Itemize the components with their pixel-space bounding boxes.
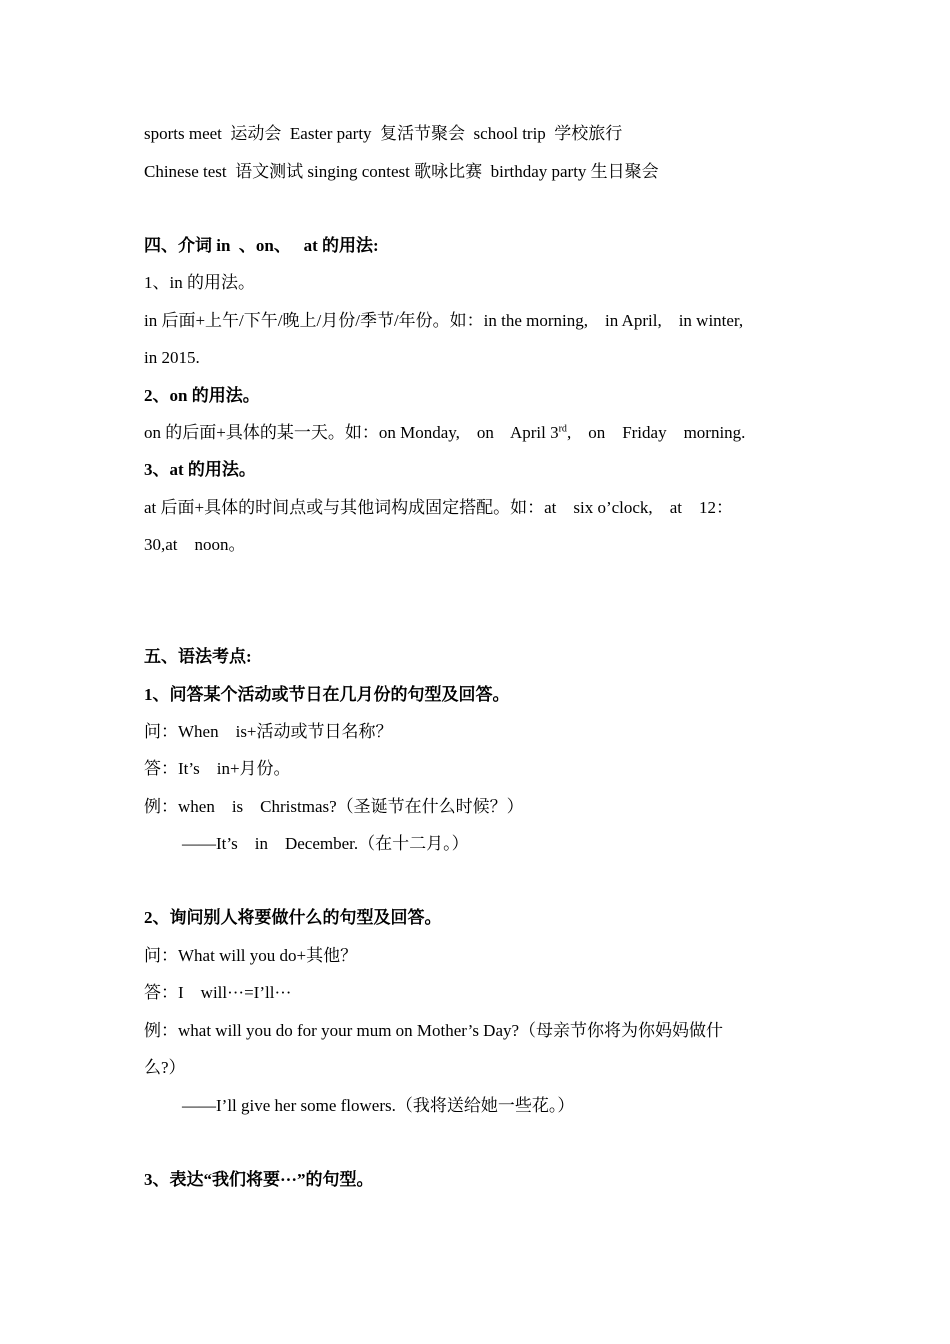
grammar-point-3-heading: 3、表达“我们将要···”的句型。 [144,1170,374,1189]
grammar-point-2-heading-text: 2、询问别人将要做什么的句型及回答。 [144,908,442,927]
example-1-answer: ——It’s in December.（在十二月。） [182,834,469,853]
section-four-heading: 四、介词 in 、on、 at 的用法: [144,236,379,255]
in-usage-text: in 后面+上午/下午/晚上/月份/季节/年份。如：in the morning, in April, in winter, [144,311,744,330]
at-usage-heading: 3、at 的用法。 [144,460,256,479]
question-pattern-1: 问：When is+活动或节日名称？ [144,722,393,741]
on-usage-text [144,422,745,444]
grammar-point-1-heading: 1、问答某个活动或节日在几月份的句型及回答。 [144,685,510,704]
example-1: 例：when is Christmas?（圣诞节在什么时候？） [144,797,524,816]
example-2: 例：what will you do for your mum on Mother’s Day?（母亲节你将为你妈妈做什 [144,1021,724,1040]
vocab-line-1: sports meet 运动会 Easter party 复活节聚会 school trip 学校旅行 [144,124,623,143]
example-2-answer: ——I’ll give her some flowers.（我将送给她一些花。） [182,1096,575,1115]
section-five-heading: 五、语法考点: [144,647,252,666]
in-usage-heading [144,272,255,294]
at-usage-text: at 后面+具体的时间点或与其他词构成固定搭配。如：at six o’clock, at 12： [144,498,733,517]
answer-pattern-2: 答：I will···=I’ll··· [144,983,292,1002]
in-usage-heading-text: 1、in 的用法。 [144,273,255,292]
ordinal-suffix: rd [558,423,567,435]
question-pattern-2: 问：What will you do+其他？ [144,946,358,965]
on-usage-heading: 2、on 的用法。 [144,386,260,405]
answer-pattern-1: 答：It’s in+月份。 [144,759,291,778]
on-usage-text-end: , on Friday morning. [566,423,746,442]
example-2-cont: 么?） [144,1058,186,1077]
vocab-line-2: Chinese test 语文测试 singing contest 歌咏比赛 birthday party 生日聚会 [144,162,659,181]
at-usage-text-cont: 30,at noon。 [144,535,246,554]
in-usage-text-cont: in 2015. [144,348,200,367]
grammar-point-2-heading [144,907,442,929]
on-usage-text-main: on 的后面+具体的某一天。如：on Monday, on April 3 [144,423,559,442]
